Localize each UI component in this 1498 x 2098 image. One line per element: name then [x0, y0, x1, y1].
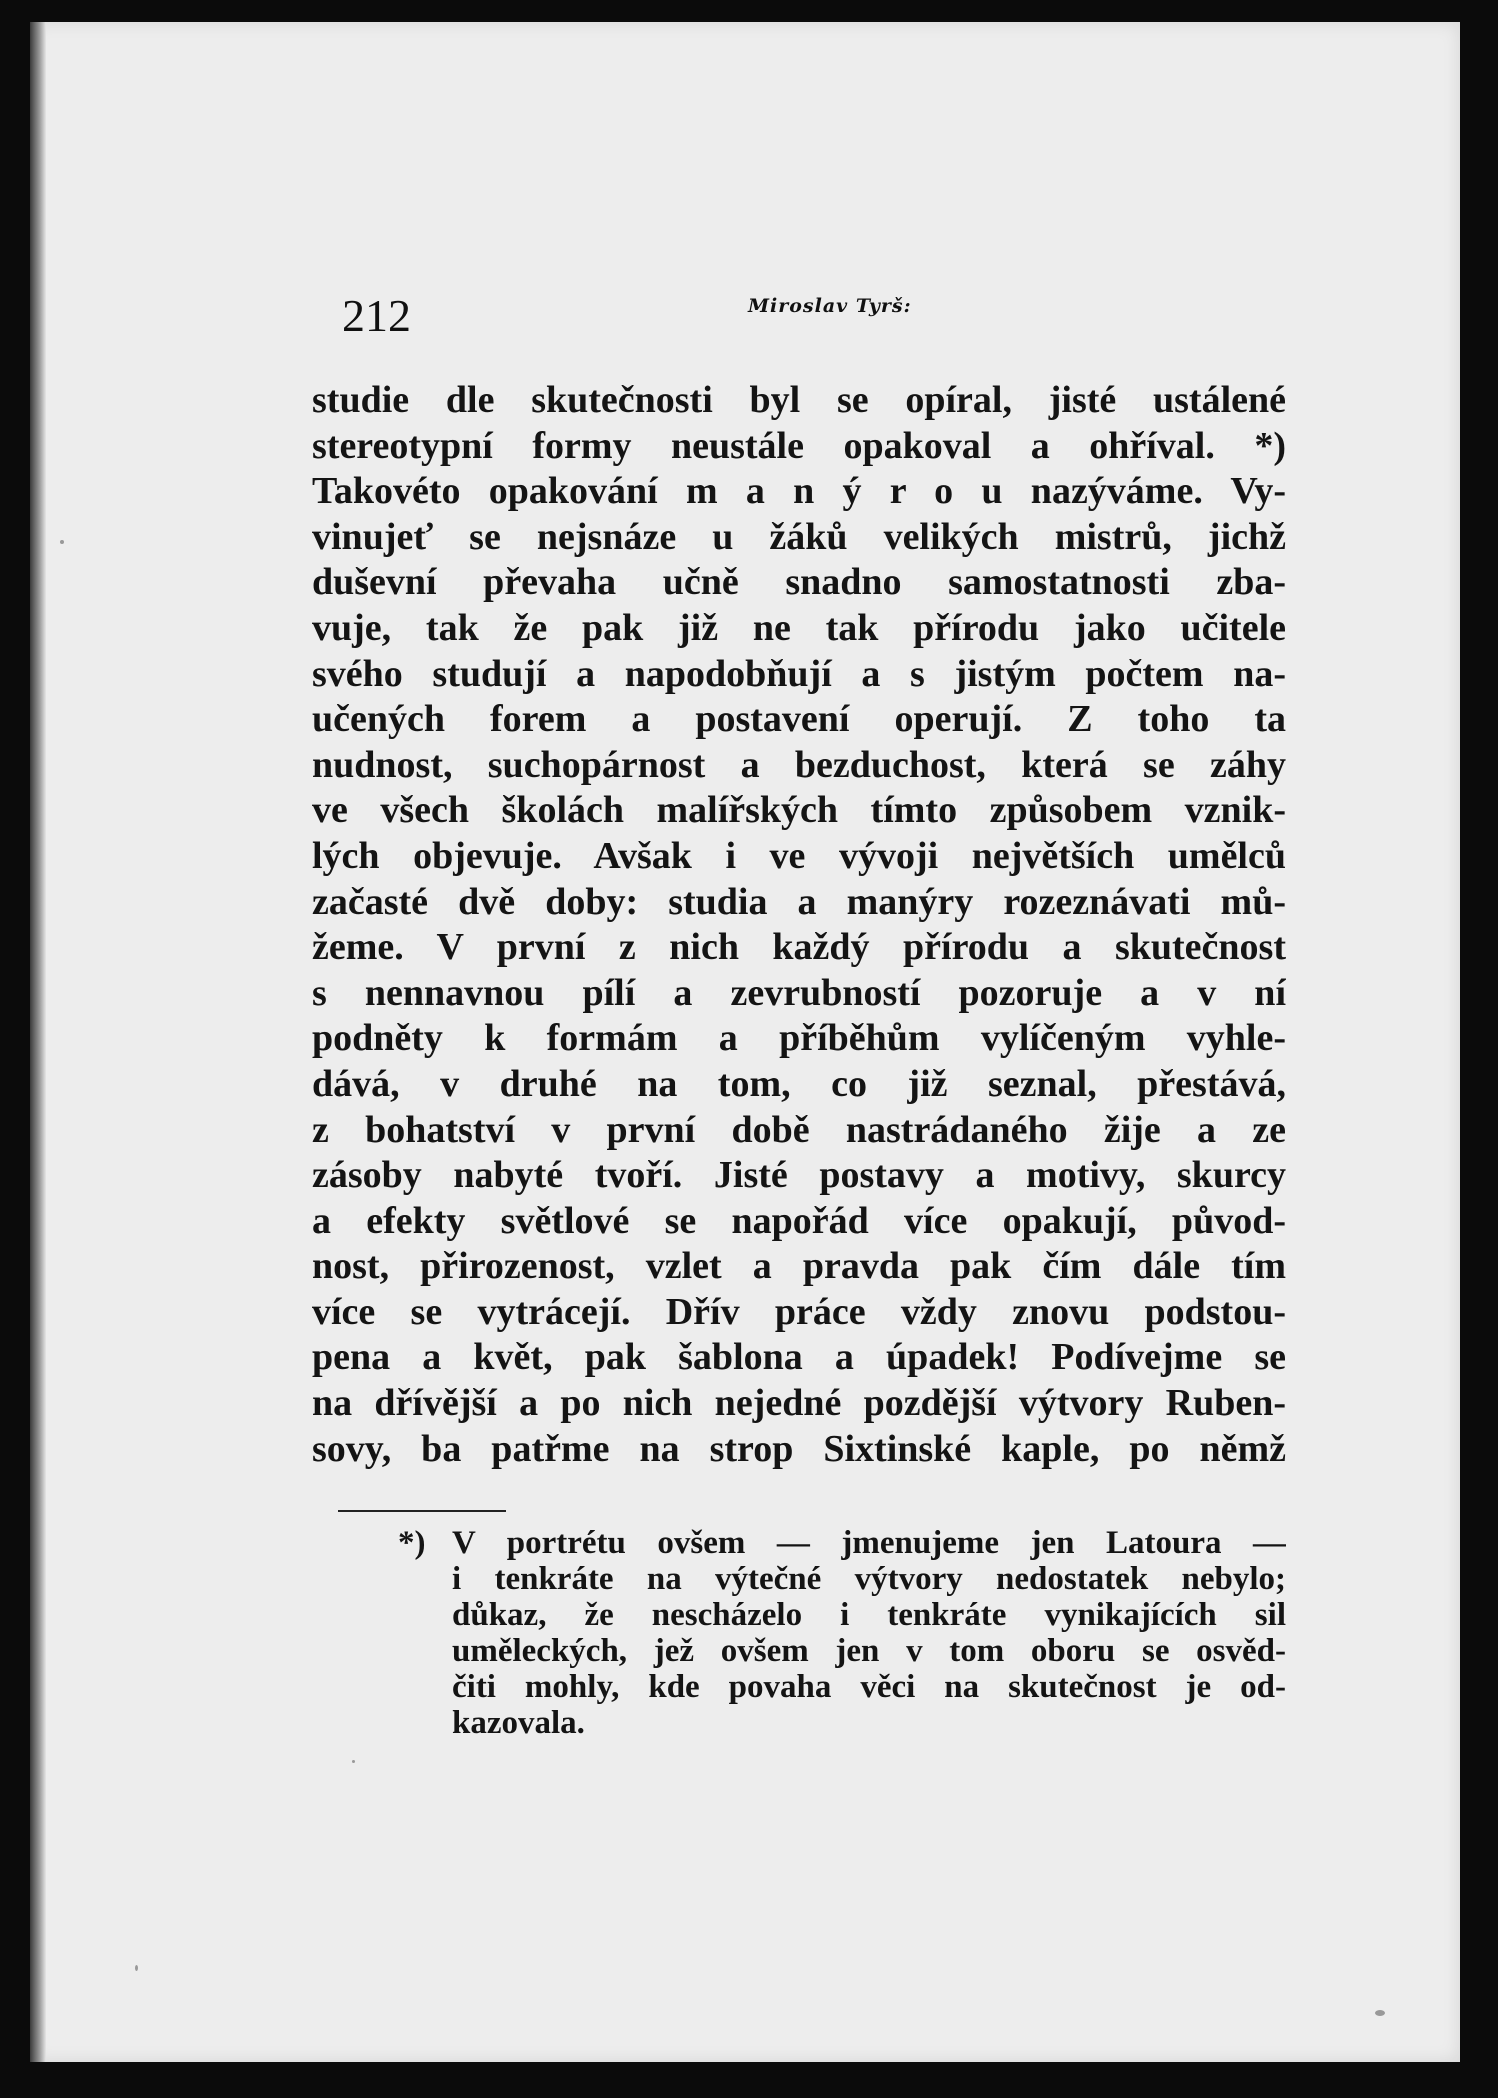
text-line: na dřívější a po nich nejedné pozdější výtvory Ruben- [312, 1382, 1286, 1425]
text-line: z bohatství v první době nastrádaného žije a ze [312, 1108, 1286, 1151]
text-line: nost, přirozenost, vzlet a pravda pak čím dále tím [312, 1245, 1286, 1288]
text-line: pena a květ, pak šablona a úpadek! Podívejme se [312, 1336, 1286, 1379]
text-line: vuje, tak že pak již ne tak přírodu jako učitele [312, 606, 1286, 649]
print-speck [60, 540, 64, 544]
text-line: a efekty světlové se napořád více opakují, původ- [312, 1199, 1286, 1242]
text-line: studie dle skutečnosti byl se opíral, jisté ustálené [312, 379, 1286, 421]
footnote [312, 1525, 1286, 1741]
running-head: Miroslav Tyrš: [748, 295, 912, 317]
footnote-line: důkaz, že nescházelo i tenkráte vynikajících sil [452, 1597, 1286, 1633]
text-line: stereotypní formy neustále opakoval a ohříval. *) [312, 424, 1286, 467]
text-line: duševní převaha učně snadno samostatnosti zba- [312, 561, 1286, 604]
footnote-line: kazovala. [452, 1705, 585, 1741]
text-line: svého studují a napodobňují a s jistým počtem na- [312, 652, 1286, 695]
footnote-divider [338, 1510, 506, 1512]
text-line: zásoby nabyté tvoří. Jisté postavy a motivy, skurcy [312, 1154, 1286, 1197]
text-line: sovy, ba patřme na strop Sixtinské kaple, po němž [312, 1427, 1286, 1470]
text-line: vinujeť se nejsnáze u žáků velikých mistrů, jichž [312, 515, 1286, 558]
page-header [342, 267, 1316, 347]
footnote-line: čiti mohly, kde povaha věci na skutečnost je od- [452, 1669, 1286, 1705]
text-line: s nennavnou pílí a zevrubností pozoruje a v ní [312, 971, 1286, 1014]
text-line: dává, v druhé na tom, co již seznal, přestává, [312, 1062, 1286, 1105]
text-line: nudnost, suchopárnost a bezduchost, která se záhy [312, 743, 1286, 786]
page-binding-edge [30, 22, 46, 2062]
footnote-marker: *) [398, 1525, 426, 1561]
text-line: ve všech školách malířských tímto způsobem vznik- [312, 789, 1286, 832]
footnote-line: i tenkráte na výtečné výtvory nedostatek nebylo; [452, 1561, 1286, 1597]
print-speck [352, 1760, 355, 1763]
print-speck [135, 1965, 138, 1971]
body-text [312, 378, 1286, 1472]
text-line: podněty k formám a příběhům vylíčeným vyhle- [312, 1017, 1286, 1060]
print-speck [1375, 2010, 1385, 2016]
page-number: 212 [342, 290, 411, 341]
text-line: učených forem a postavení operují. Z toho ta [312, 698, 1286, 741]
text-line: lých objevuje. Avšak i ve vývoji největších umělců [312, 834, 1286, 877]
text-line: více se vytrácejí. Dřív práce vždy znovu podstou- [312, 1290, 1286, 1333]
text-line: začasté dvě doby: studia a manýry rozeznávati mů- [312, 880, 1286, 923]
footnote-line: uměleckých, jež ovšem jen v tom oboru se osvěd- [452, 1633, 1286, 1669]
text-line: žeme. V první z nich každý přírodu a skutečnost [312, 926, 1286, 969]
text-line: Takovéto opakování m a n ý r o u nazýváme. Vy- [312, 470, 1286, 513]
footnote-line: V portrétu ovšem — jmenujeme jen Latoura — [452, 1525, 1286, 1561]
